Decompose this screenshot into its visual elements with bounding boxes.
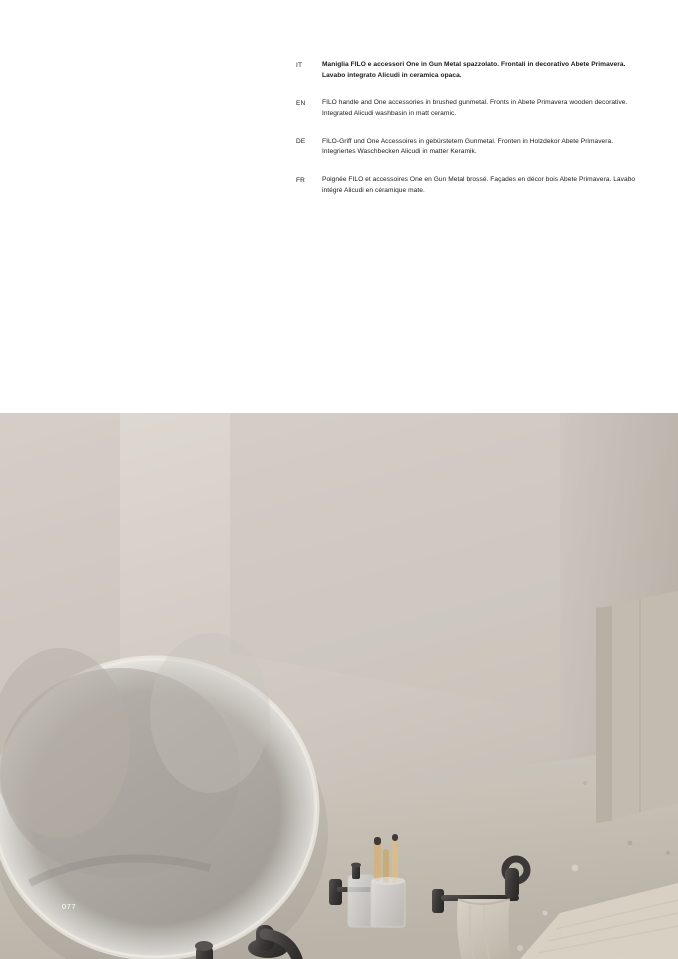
caption-row-it	[296, 60, 636, 81]
caption-language-fr: FR	[296, 176, 306, 184]
caption-row-de	[296, 137, 636, 158]
caption-block	[296, 60, 636, 213]
caption-text-fr: Poignée FILO et accessoires One en Gun Metal brossé. Façades en décor bois Abete Primavera. Lavabo intégré Alicudi en céramique mate.	[322, 176, 636, 194]
caption-text-de: FILO-Griff und One Accessoires in gebürstetem Gunmetal. Fronten in Holzdekor Abete Primavera. Integriertes Waschbecken Alicudi in matter Keramik.	[322, 137, 614, 156]
caption-row-en	[296, 98, 636, 119]
caption-language-en: EN	[296, 99, 306, 107]
caption-text-en: FILO handle and One accessories in brushed gunmetal. Fronts in Abete Primavera wooden decorative. Integrated Alicudi washbasin in matt ceramic.	[322, 99, 628, 118]
caption-language-it: IT	[296, 61, 303, 69]
caption-language-de: DE	[296, 138, 306, 146]
caption-row-fr	[296, 175, 636, 196]
page-number: 077	[62, 902, 77, 911]
caption-text-it: Maniglia FILO e accessori One in Gun Metal spazzolato. Frontali in decorativo Abete Primavera. Lavabo integrato Alicudi in ceramica opaca.	[322, 61, 626, 79]
bathroom-vanity-photograph	[0, 413, 678, 959]
